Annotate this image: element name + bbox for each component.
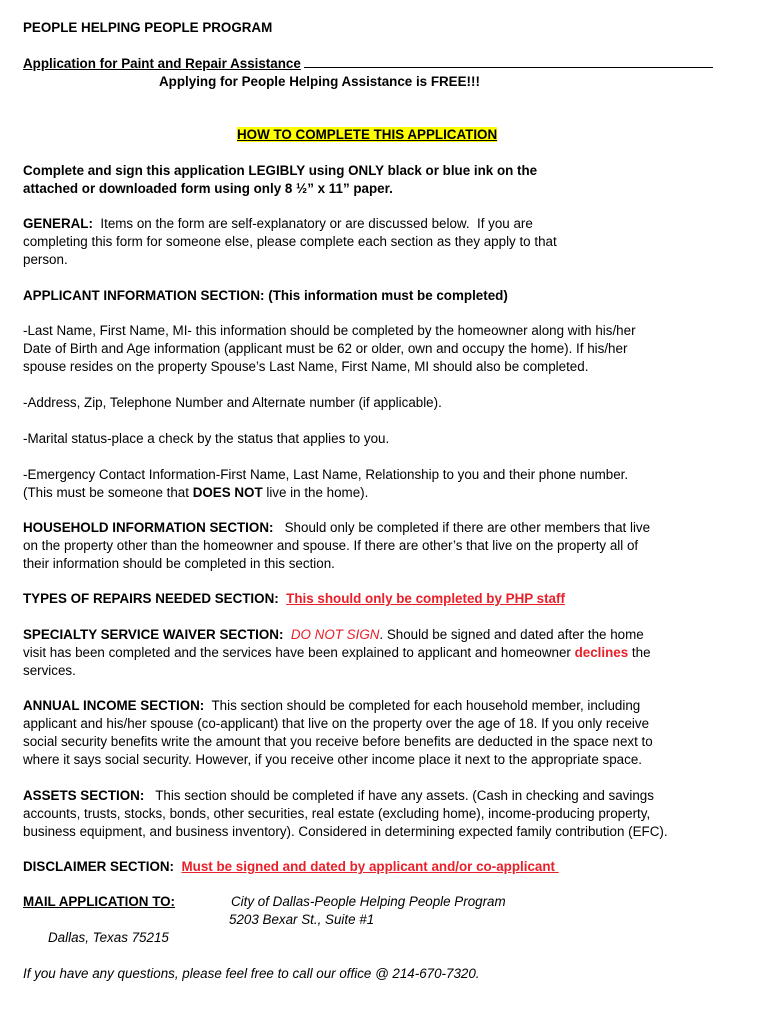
general-label: GENERAL: bbox=[23, 216, 93, 231]
applicant-marital-line: -Marital status-place a check by the status that applies to you. bbox=[23, 431, 390, 446]
disclaimer-line bbox=[23, 858, 559, 875]
mail-address-line: Dallas, Texas 75215 bbox=[48, 930, 169, 945]
waiver-paragraph-line: visit has been completed and the services have been explained to applicant and homeowner declines the bbox=[23, 645, 651, 660]
disclaimer-note: Must be signed and dated by applicant and/or co-applicant bbox=[181, 859, 559, 874]
applicant-name-line: spouse resides on the property Spouse’s Last Name, First Name, MI should also be completed. bbox=[23, 359, 589, 374]
applicant-address-line: -Address, Zip, Telephone Number and Alternate number (if applicable). bbox=[23, 395, 442, 410]
applicant-name-line: -Last Name, First Name, MI- this information should be completed by the homeowner along with his/her bbox=[23, 323, 636, 338]
application-title-line bbox=[23, 55, 713, 72]
general-paragraph-line: completing this form for someone else, please complete each section as they apply to that bbox=[23, 234, 557, 249]
blank-line bbox=[304, 55, 713, 68]
do-not-sign-note: DO NOT SIGN bbox=[290, 627, 380, 642]
free-note: Applying for People Helping Assistance is FREE!!! bbox=[159, 74, 480, 89]
does-not-emphasis: DOES NOT bbox=[192, 485, 263, 500]
how-to-heading-wrap bbox=[237, 126, 497, 143]
waiver-label: SPECIALTY SERVICE WAIVER SECTION: bbox=[23, 627, 284, 642]
mail-label: MAIL APPLICATION TO: bbox=[23, 894, 176, 909]
general-paragraph-line: GENERAL: Items on the form are self-explanatory or are discussed below. If you are bbox=[23, 216, 533, 231]
repairs-line bbox=[23, 590, 565, 607]
applicant-section-heading: APPLICANT INFORMATION SECTION: (This information must be completed) bbox=[23, 288, 508, 303]
intro-line: attached or downloaded form using only 8 ½” x 11” paper. bbox=[23, 181, 393, 196]
general-paragraph-line: person. bbox=[23, 252, 68, 267]
repairs-staff-note: This should only be completed by PHP staff bbox=[286, 591, 565, 606]
household-paragraph-line: their information should be completed in this section. bbox=[23, 556, 335, 571]
emergency-contact-line: (This must be someone that DOES NOT live in the home). bbox=[23, 485, 369, 500]
income-paragraph-line: where it says social security. However, if you receive other income place it next to the appropriate space. bbox=[23, 752, 642, 767]
intro-line: Complete and sign this application LEGIBLY using ONLY black or blue ink on the bbox=[23, 163, 538, 178]
questions-line: If you have any questions, please feel free to call our office @ 214-670-7320. bbox=[23, 966, 480, 981]
declines-emphasis: declines bbox=[574, 645, 629, 660]
waiver-paragraph-line: SPECIALTY SERVICE WAIVER SECTION: DO NOT SIGN. Should be signed and dated after the home bbox=[23, 627, 644, 642]
assets-paragraph-line: business equipment, and business inventory). Considered in determining expected family contribution (EFC). bbox=[23, 824, 668, 839]
mail-address-line: City of Dallas-People Helping People Program bbox=[231, 894, 506, 909]
assets-label: ASSETS SECTION: bbox=[23, 788, 145, 803]
income-paragraph-line: social security benefits write the amount that you receive before benefits are deducted in the space next to bbox=[23, 734, 653, 749]
program-title: PEOPLE HELPING PEOPLE PROGRAM bbox=[23, 20, 273, 35]
waiver-paragraph-line: services. bbox=[23, 663, 76, 678]
income-label: ANNUAL INCOME SECTION: bbox=[23, 698, 205, 713]
disclaimer-label: DISCLAIMER SECTION: bbox=[23, 859, 175, 874]
household-paragraph-line: on the property other than the homeowner and spouse. If there are other’s that live on the property all of bbox=[23, 538, 639, 553]
household-paragraph-line: HOUSEHOLD INFORMATION SECTION: Should only be completed if there are other members that live bbox=[23, 520, 651, 535]
applicant-name-line: Date of Birth and Age information (applicant must be 62 or older, own and occupy the home). If his/her bbox=[23, 341, 628, 356]
income-paragraph-line: ANNUAL INCOME SECTION: This section should be completed for each household member, including bbox=[23, 698, 641, 713]
income-paragraph-line: applicant and his/her spouse (co-applicant) that live on the property over the age of 18. If you only receive bbox=[23, 716, 650, 731]
emergency-contact-line: -Emergency Contact Information-First Name, Last Name, Relationship to you and their phone number. bbox=[23, 467, 629, 482]
how-to-heading: HOW TO COMPLETE THIS APPLICATION bbox=[237, 127, 498, 142]
application-title: Application for Paint and Repair Assistance bbox=[23, 56, 301, 71]
mail-address-line: 5203 Bexar St., Suite #1 bbox=[229, 912, 375, 927]
assets-paragraph-line: ASSETS SECTION: This section should be completed if have any assets. (Cash in checking and savings bbox=[23, 788, 654, 803]
household-label: HOUSEHOLD INFORMATION SECTION: bbox=[23, 520, 274, 535]
repairs-label: TYPES OF REPAIRS NEEDED SECTION: bbox=[23, 591, 279, 606]
assets-paragraph-line: accounts, trusts, stocks, bonds, other securities, real estate (excluding home), income-producing property, bbox=[23, 806, 651, 821]
